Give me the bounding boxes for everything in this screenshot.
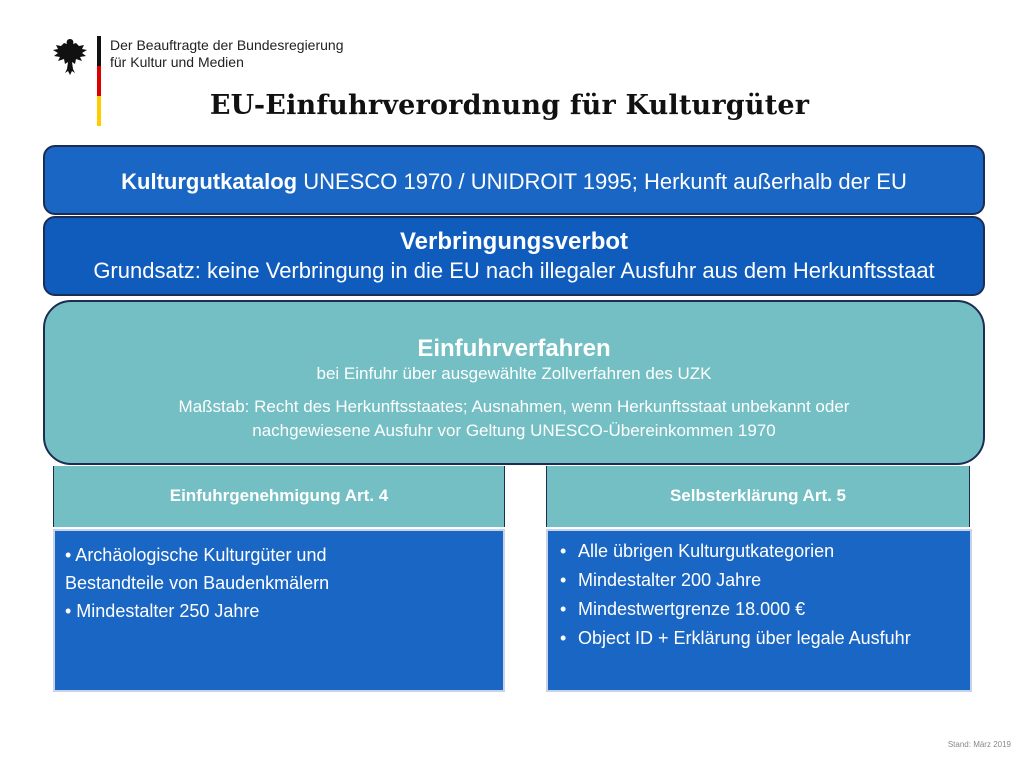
ban-heading: Verbringungsverbot — [399, 228, 629, 255]
page-title: EU-Einfuhrverordnung für Kulturgüter — [209, 90, 810, 121]
organization-name — [110, 37, 343, 71]
import-heading: Einfuhrverfahren — [417, 335, 611, 362]
list-item: • Mindestwertgrenze 18.000 € — [578, 597, 960, 621]
left-item-1-line-1: • Archäologische Kulturgüter und — [65, 545, 327, 565]
list-item: • Alle übrigen Kulturgutkategorien — [578, 539, 960, 563]
right-list — [558, 539, 960, 650]
import-subtitle: bei Einfuhr über ausgewählte Zollverfahren des UZK — [316, 364, 712, 383]
org-line-2: für Kultur und Medien — [110, 54, 244, 70]
ban-box — [43, 216, 985, 296]
list-item: • Mindestalter 250 Jahre — [65, 601, 260, 621]
list-item: • Object ID + Erklärung über legale Ausfuhr — [578, 626, 960, 650]
federal-eagle-icon — [52, 36, 88, 76]
left-column-heading: Einfuhrgenehmigung Art. 4 — [53, 466, 505, 527]
right-column-heading: Selbsterklärung Art. 5 — [546, 466, 970, 527]
catalog-text: UNESCO 1970 / UNIDROIT 1995; Herkunft außerhalb der EU — [297, 169, 907, 194]
measure-line-2: nachgewiesene Ausfuhr vor Geltung UNESCO-Übereinkommen 1970 — [252, 421, 776, 440]
catalog-heading: Kulturgutkatalog — [121, 169, 298, 194]
left-item-1-line-2: Bestandteile von Baudenkmälern — [65, 573, 330, 593]
measure-line-1: Maßstab: Recht des Herkunftsstaates; Ausnahmen, wenn Herkunftsstaat unbekannt oder — [178, 397, 850, 416]
left-column-body — [53, 529, 505, 692]
catalog-box — [43, 145, 985, 215]
right-column-body — [546, 529, 972, 692]
list-item — [65, 541, 493, 597]
date-stamp: Stand: März 2019 — [947, 740, 1011, 749]
import-measure — [45, 395, 983, 443]
org-line-1: Der Beauftragte der Bundesregierung — [110, 37, 344, 53]
import-procedure-box — [43, 300, 985, 465]
list-item: • Mindestalter 200 Jahre — [578, 568, 960, 592]
ban-text: Grundsatz: keine Verbringung in die EU nach illegaler Ausfuhr aus dem Herkunftsstaat — [93, 258, 935, 283]
